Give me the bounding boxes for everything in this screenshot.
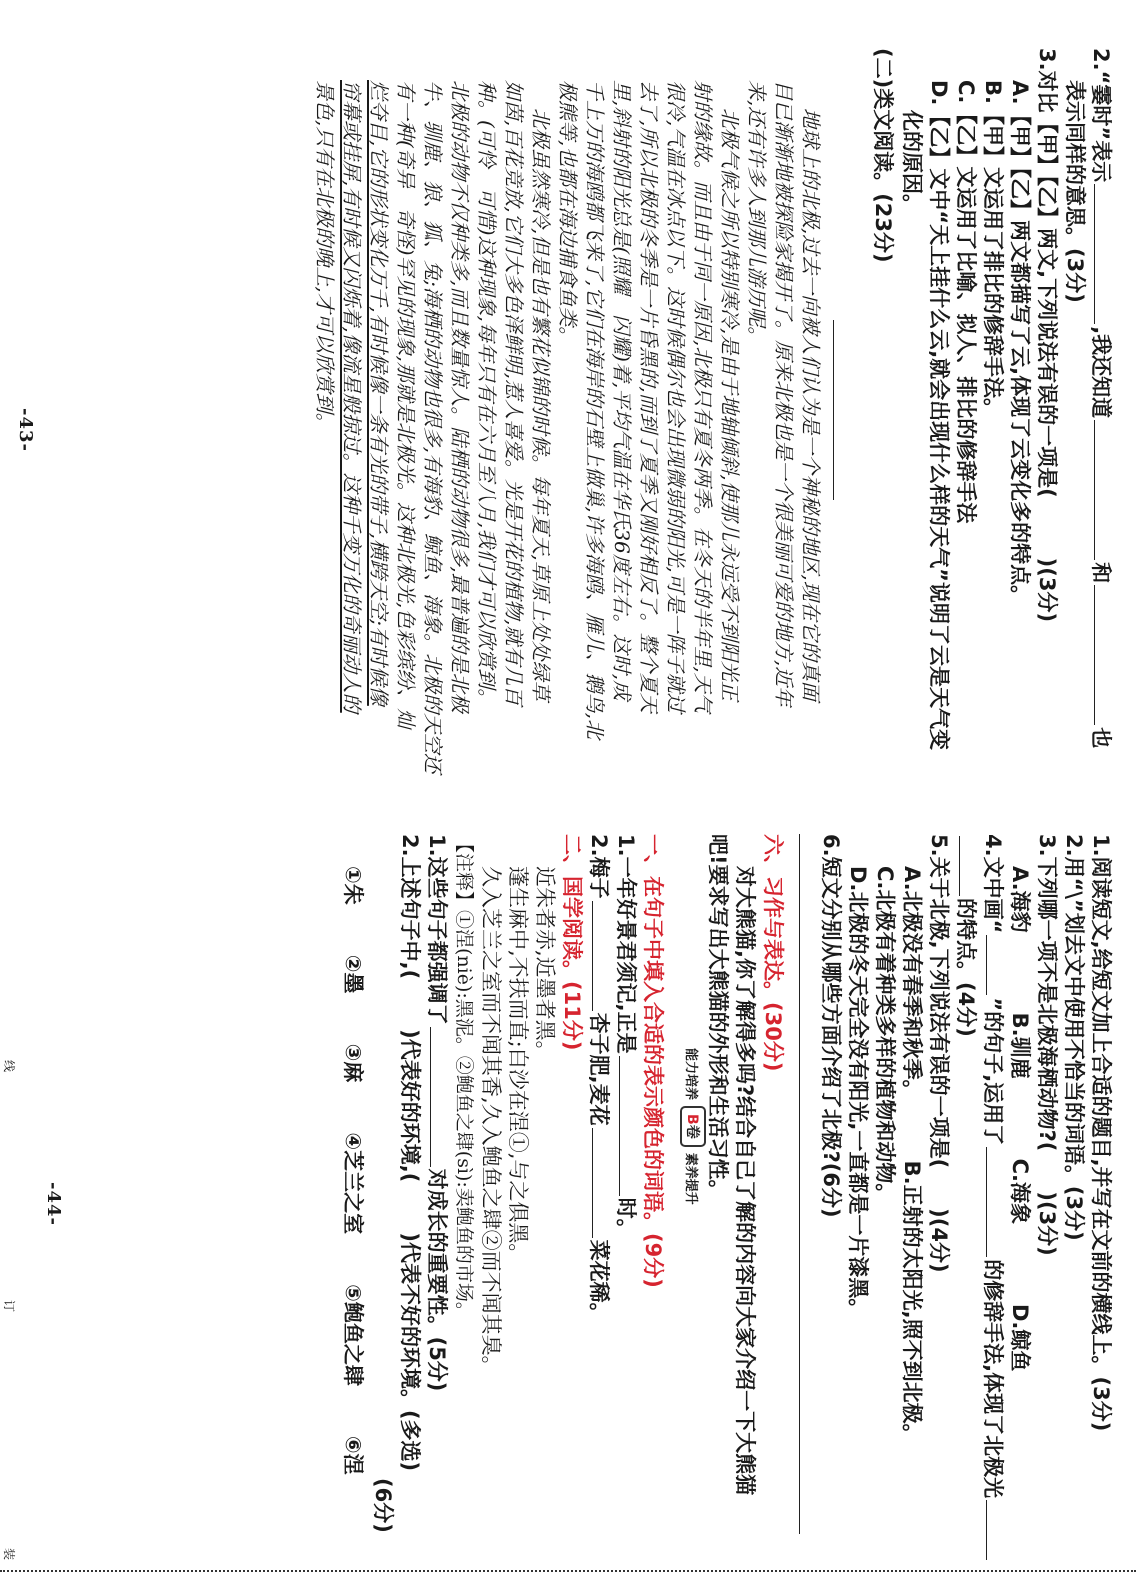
para-line: 去了,所以北极的冬季是一片昏黑的,而到了夏季又刚好相反了。整个夏天 — [637, 80, 661, 713]
q2-cont: 表示同样的意思。(3分) — [1063, 80, 1087, 303]
guoxue-line: 久入芝兰之室而不闻其香,久入鲍鱼之肆②而不闻其臭。 — [479, 866, 503, 1377]
para-line: 种。(可怜 可惜)这种现象,每年只有在六月至八月,我们才可以欣赏到。 — [475, 80, 499, 709]
p44-q5-d: D.北极的冬天完全没有阳光,一直都是一片漆黑。 — [846, 866, 870, 1320]
section-six-body: 对大熊猫,你了解得多吗?结合自己了解的内容向大家介绍一下大熊猫 — [733, 866, 757, 1496]
para-line: 里,斜射的阳光总是(照耀 闪耀)着,平均气温在华氏36度左右。这时,成 — [610, 80, 634, 701]
guoxue-q2-score: (6分) — [371, 1478, 395, 1533]
para-line: 很冷,气温在冰点以下。这时候偶尔也会出现微弱的阳光,可是一阵子就过 — [664, 80, 688, 713]
q3-stem: 3.对比【甲】【乙】两文,下列说法有误的一项是()(3分) — [1035, 48, 1059, 623]
para-line: 地球上的北极,过去一向被人们认为是一个神秘的地区,现在它的真面 — [799, 108, 823, 701]
q3-option-a: A.【甲】【乙】两文都描写了云,体现了云变化多的特点。 — [1008, 80, 1032, 607]
para-line: 北极虽然寒冷,但是也有繁花似锦的时候。每年夏天,草原上处处绿草 — [529, 108, 553, 701]
guoxue-q2: 2.上述句子中,()代表好的环境,()代表不好的环境。(多选) — [398, 834, 422, 1472]
p44-q1: 1.阅读短文,给短文加上合适的题目,并写在文前的横线上。(3分) — [1089, 834, 1113, 1432]
guoxue-q1: 1.这些句子都强调了对成长的重要性。(5分) — [425, 834, 449, 1392]
q3-option-b: B.【甲】文运用了排比的修辞手法。 — [981, 80, 1005, 419]
binding-label: 订 — [2, 1300, 16, 1313]
para-line: 有一种(奇异 奇怪)罕见的现象,那就是北极光。这种北极光,色彩缤纷、灿 — [394, 80, 418, 729]
p44-q5-ab: A.北极没有春季和秋季。B.正射的太阳光,照不到北极。 — [900, 866, 924, 1445]
p44-q4-cont: 的特点。(4分) — [953, 834, 979, 1037]
para-line-underlined: 帘幕或挂屏,有时候又闪烁着,像流星般掠过。这种千变万化的奇丽动人的 — [340, 80, 364, 713]
b-section-one-title: 一、在句子中填入合适的表示颜色的词语。(9分) — [641, 834, 665, 1288]
section-six-title: 六、习作与表达。(30分) — [761, 834, 785, 1072]
para-line: 射的缘故。而且由于同一原因,北极只有夏冬两季。在冬天的半年里,天气 — [691, 80, 715, 713]
para-line: 牛、驯鹿、狼、狐、兔;海栖的动物也很多,有海豹、鲸鱼、海象。北极的天空还 — [421, 80, 445, 774]
guoxue-line: 近朱者赤,近墨者黑。 — [533, 866, 557, 1062]
b1-q1: 1.一年好景君须记,正是时。 — [614, 834, 638, 1240]
level-badge: 能力培养 B卷 素养提升 — [680, 1048, 706, 1205]
para-line: 千上万的海鸥都飞来了,它们在海岸的石壁上做巢,许多海鸥、雁儿、鹅鸟,北 — [583, 80, 607, 740]
binding-label: 装 — [2, 1548, 16, 1561]
b1-q2: 2.梅子杏子肥,麦花菜花稀。 — [587, 834, 611, 1324]
page-number: -44- — [43, 1182, 64, 1226]
q3-option-d-cont: 化的原因。 — [900, 110, 924, 215]
p44-q4: 4.文中画“”的句子,运用了的修辞手法,体现了北极光 — [980, 834, 1006, 1562]
q3-option-d: D.【乙】文中“天上挂什么云,就会出现什么样的天气”说明了云是天气变 — [927, 80, 951, 750]
para-line: 如茵,百花竞放,它们大多色泽鲜明,惹人喜爱。光是开花的植物,就有几百 — [502, 80, 526, 706]
guoxue-line: 蓬生麻中,不扶而直;白沙在涅①,与之俱黑。 — [506, 866, 530, 1265]
p44-q5: 5.关于北极,下列说法有误的一项是()(4分) — [927, 834, 951, 1273]
title-blank-line — [833, 320, 834, 500]
para-line: 北极气候之所以特别寒冷,是由于地轴倾斜,使那儿永远受不到阳光正 — [718, 108, 742, 701]
q2-line: 2.“霎时”表示,我还知道和也 — [1089, 48, 1113, 749]
section-reading-title: (二)类文阅读。(23分) — [871, 48, 895, 263]
p44-q6: 6.短文分别从哪些方面介绍了北极?(6分) — [819, 834, 843, 1218]
p44-q2: 2.用“\”划去文中使用不恰当的词语。(3分) — [1062, 834, 1086, 1241]
para-line: 来,还有许多人到那儿游历呢。 — [745, 80, 769, 347]
section-six-body: 吧!要求写出大熊猫的外形和生活习性。 — [706, 834, 730, 1201]
para-line: 景色,只有在北极的晚上,才可以欣赏到。 — [313, 80, 337, 433]
para-line: 北极的动物不仅种类多,而且数量惊人。陆栖的动物很多,最普遍的是北极 — [448, 80, 472, 713]
para-line-underlined: 烂夺目,它的形状变化万千,有时候像一条有光的带子,横跨天空;有时候像 — [367, 80, 391, 706]
q3-option-c: C.【乙】文运用了比喻、拟人、排比的修辞手法 — [954, 80, 978, 524]
para-line: 目已渐渐地被探险家揭开了。原来北极也是一个很美丽可爱的地方,近年 — [772, 80, 796, 707]
para-line: 极熊等,也都在海边捕食鱼类。 — [556, 80, 580, 347]
p44-q3: 3.下列哪一项不是北极海栖动物?()(3分) — [1035, 834, 1059, 1256]
p44-q3-options: A.海豹B.驯鹿C.海象D.鲸鱼 — [1008, 866, 1032, 1372]
guoxue-options: ①朱②墨③麻④芝兰之室⑤鲍鱼之肆⑥涅 — [341, 866, 365, 1475]
p44-q5-c: C.北极有着种类多样的植物和动物。 — [873, 866, 897, 1205]
answer-line — [799, 834, 800, 1534]
binding-label: 线 — [2, 1060, 16, 1073]
page-number: -43- — [15, 408, 36, 452]
annotation-note: 【注释】①涅(niè):黑泥。②鲍鱼之肆(sì):卖鲍鱼的市场。 — [453, 834, 475, 1321]
b-section-two-title: 二、国学阅读。(11分) — [560, 834, 584, 1051]
page-44 — [0, 786, 1136, 1572]
